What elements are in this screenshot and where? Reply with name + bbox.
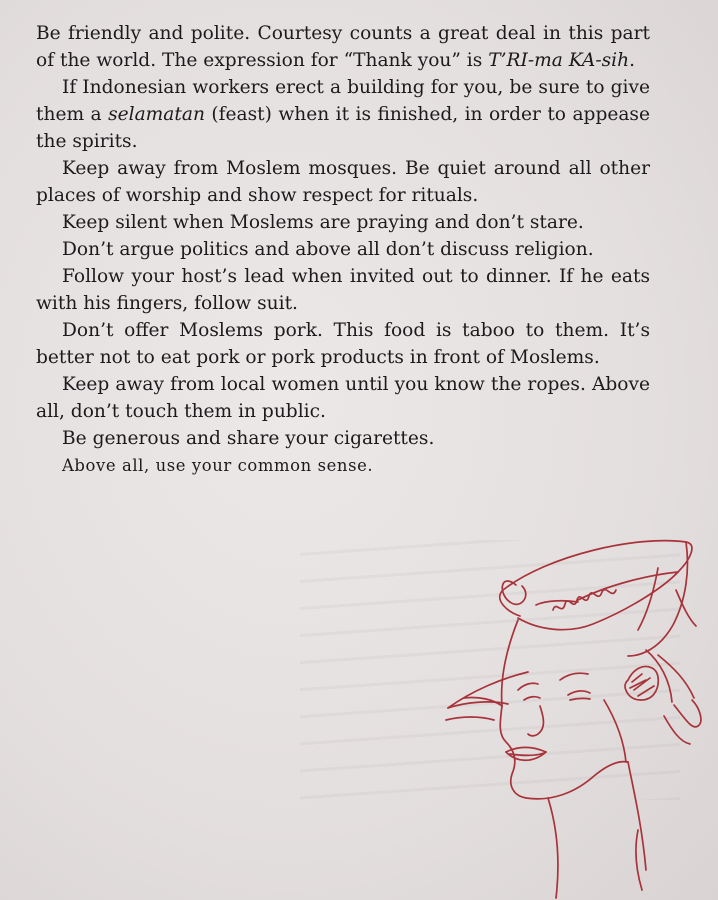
paragraph-common-sense: Above all, use your common sense. bbox=[62, 456, 374, 475]
paragraph-courtesy: Be friendly and polite. Courtesy counts a great deal in this part of the world. The expression for “Thank you” is T’RI-ma KA-sih. bbox=[36, 23, 650, 71]
woman-in-cap-sketch-icon bbox=[428, 530, 718, 900]
paragraph-cigarettes: Be generous and share your cigarettes. bbox=[62, 428, 435, 449]
paragraph-local-women: Keep away from local women until you know the ropes. Above all, don’t touch them in public. bbox=[36, 374, 650, 422]
paragraph-pork: Don’t offer Moslems pork. This food is taboo to them. It’s better not to eat pork or pork products in front of Moslems. bbox=[36, 320, 650, 368]
paragraph-selamatan: If Indonesian workers erect a building for you, be sure to give them a selamatan (feast) when it is finished, in order to appease the spirits. bbox=[36, 77, 650, 152]
etiquette-tips-text bbox=[36, 20, 650, 479]
thank-you-phrase: T’RI-ma KA-sih bbox=[488, 50, 630, 71]
paragraph-mosques: Keep away from Moslem mosques. Be quiet around all other places of worship and show respect for rituals. bbox=[36, 158, 650, 206]
selamatan-term: selamatan bbox=[108, 104, 205, 125]
paragraph-host-lead: Follow your host’s lead when invited out to dinner. If he eats with his fingers, follow suit. bbox=[36, 266, 650, 314]
paragraph-praying: Keep silent when Moslems are praying and don’t stare. bbox=[62, 212, 584, 233]
paragraph-politics: Don’t argue politics and above all don’t discuss religion. bbox=[62, 239, 594, 260]
